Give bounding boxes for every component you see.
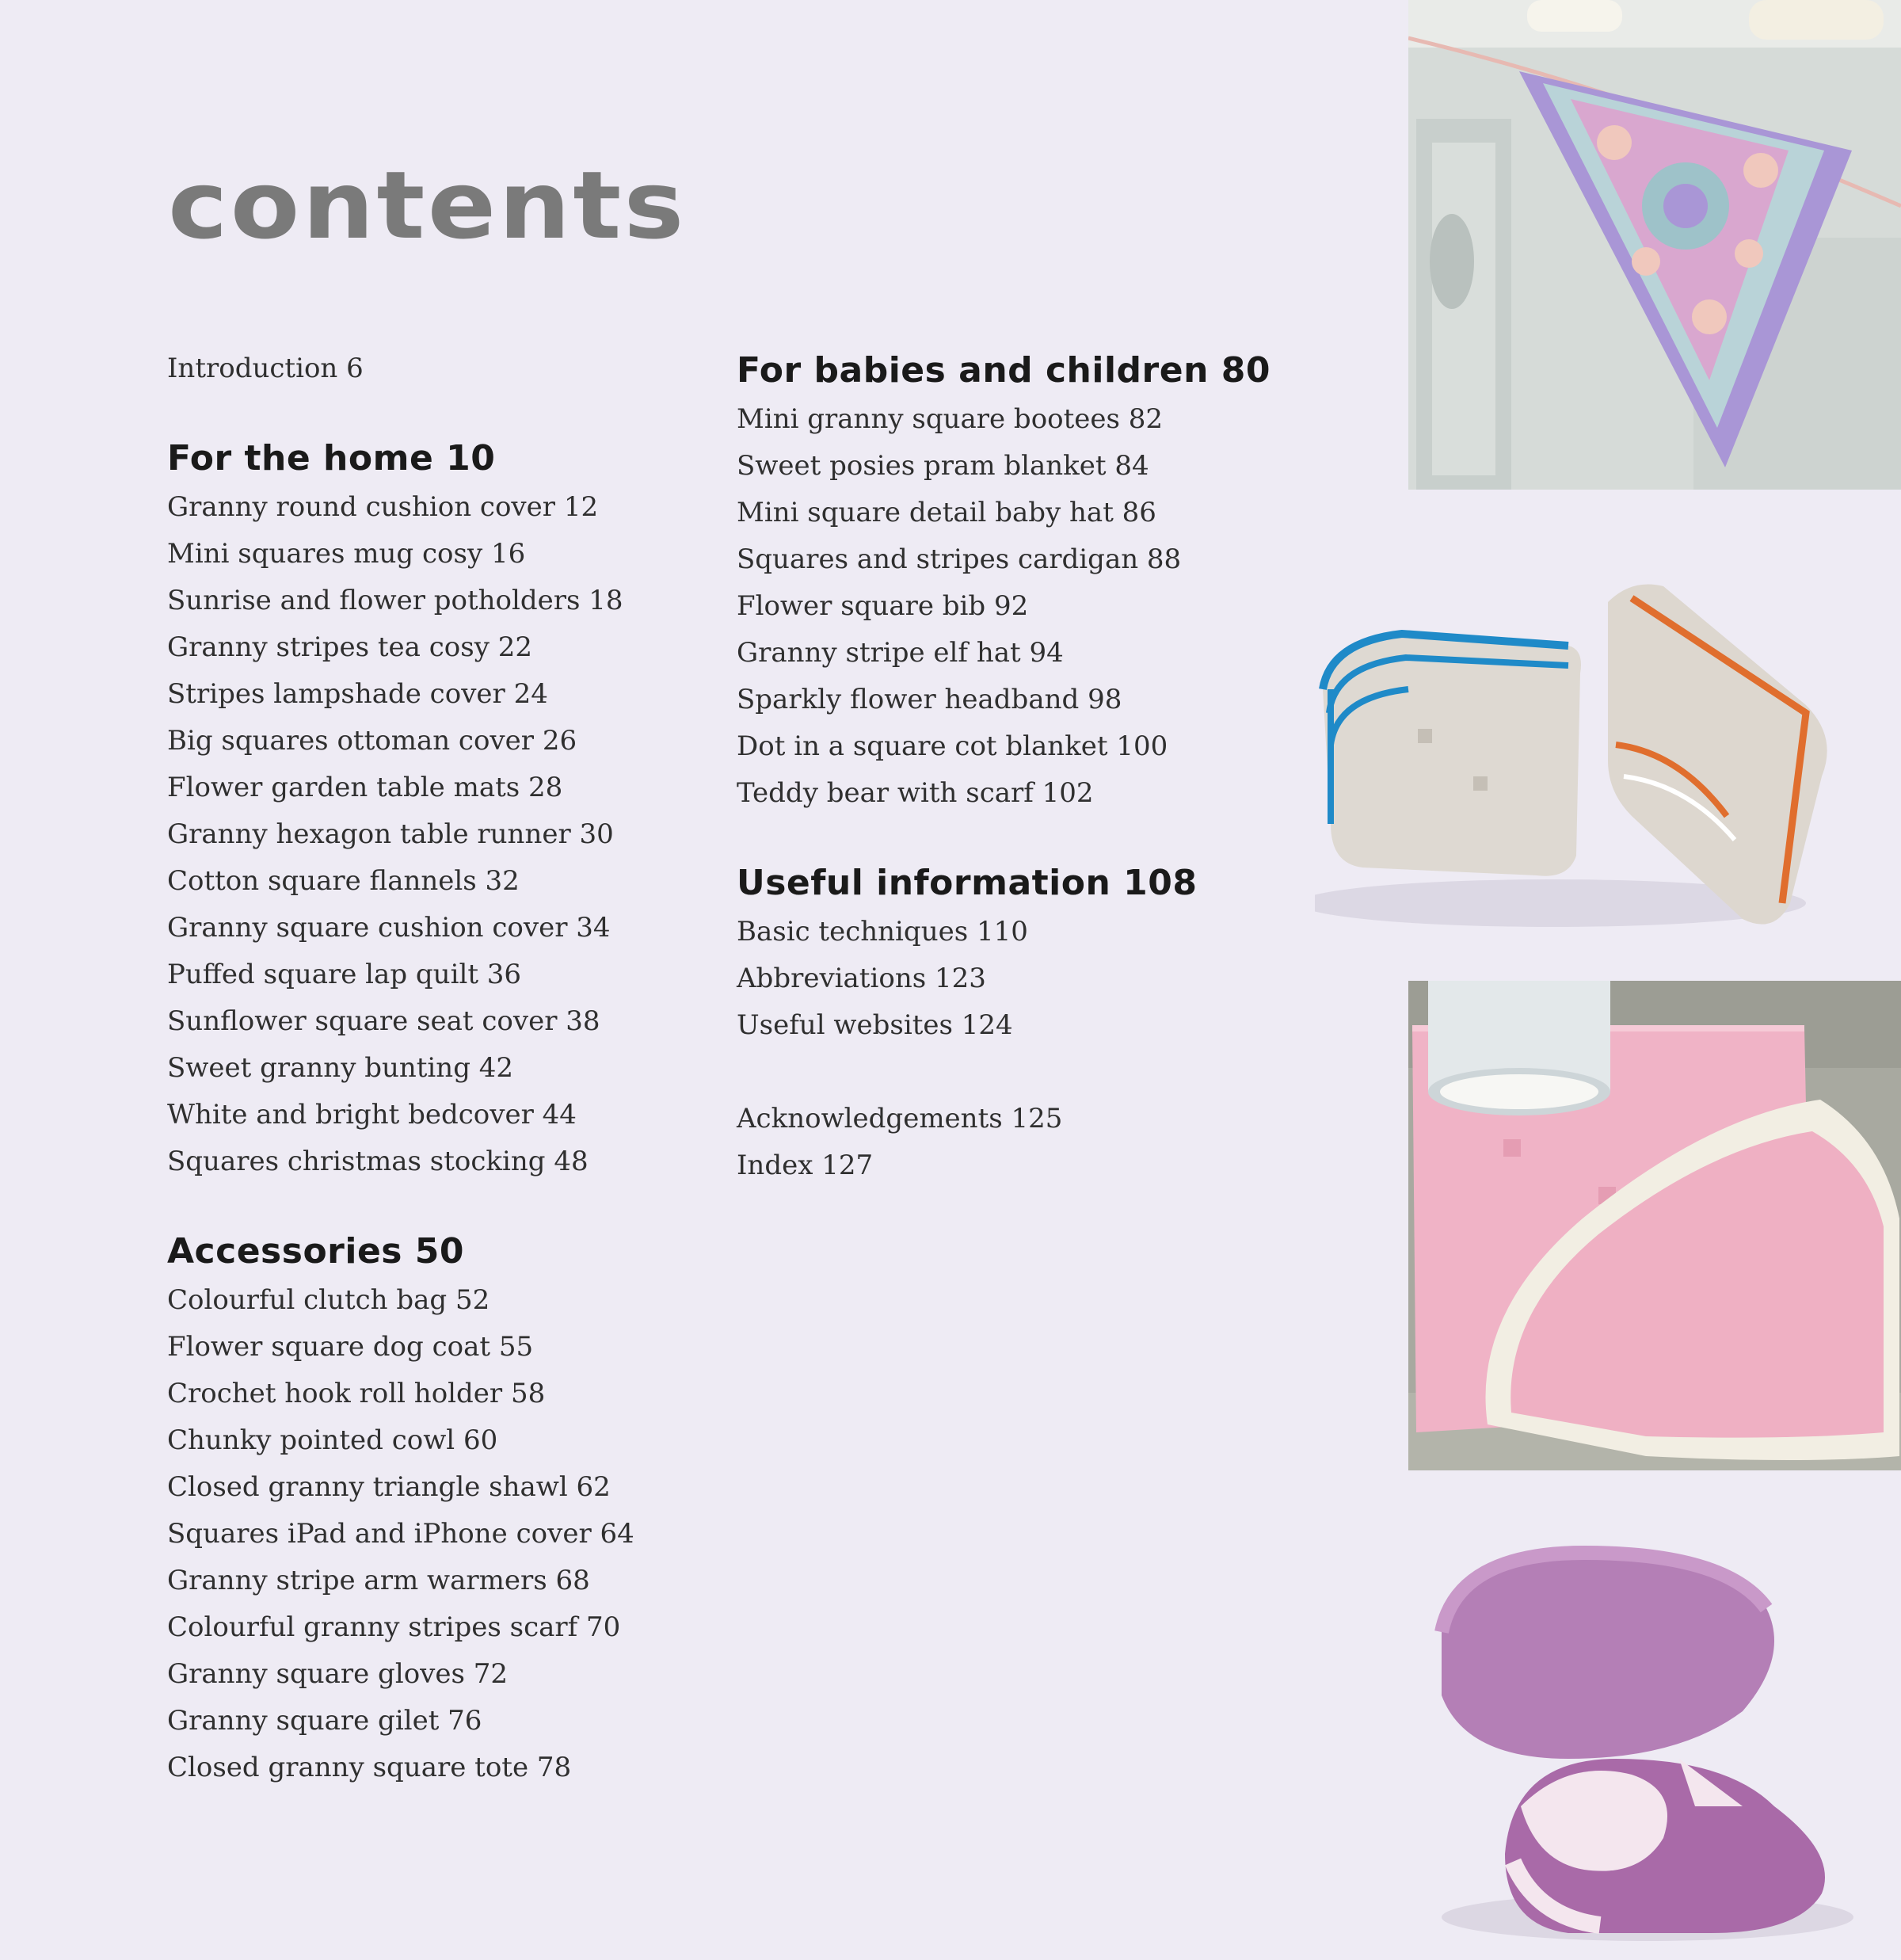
toc-entry[interactable]: Granny square cushion cover 34 <box>167 912 611 944</box>
toc-entry[interactable]: Dot in a square cot blanket 100 <box>737 730 1168 762</box>
toc-entry[interactable]: Mini squares mug cosy 16 <box>167 538 526 570</box>
toc-entry[interactable]: Squares christmas stocking 48 <box>167 1146 589 1177</box>
toc-entry[interactable]: Sweet granny bunting 42 <box>167 1052 514 1084</box>
flannels-photo <box>1315 555 1901 967</box>
toc-entry[interactable]: Chunky pointed cowl 60 <box>167 1424 498 1456</box>
toc-entry[interactable]: Flower square dog coat 55 <box>167 1331 534 1363</box>
toc-entry[interactable]: Useful websites 124 <box>737 1009 1013 1041</box>
toc-entry-index[interactable]: Index 127 <box>737 1150 874 1181</box>
toc-entry[interactable]: Granny square gilet 76 <box>167 1705 482 1737</box>
toc-entry[interactable]: Sweet posies pram blanket 84 <box>737 450 1149 482</box>
toc-entry[interactable]: Basic techniques 110 <box>737 916 1028 948</box>
section-heading-useful[interactable]: Useful information 108 <box>737 863 1198 903</box>
toc-entry[interactable]: Granny round cushion cover 12 <box>167 491 599 523</box>
contents-column-left <box>167 345 769 1791</box>
toc-entry[interactable]: Granny hexagon table runner 30 <box>167 818 614 850</box>
section-heading-babies[interactable]: For babies and children 80 <box>737 350 1271 391</box>
toc-entry[interactable]: Squares iPad and iPhone cover 64 <box>167 1518 634 1550</box>
toc-entry-acknowledgements[interactable]: Acknowledgements 125 <box>737 1103 1063 1134</box>
toc-entry[interactable]: White and bright bedcover 44 <box>167 1099 577 1131</box>
toc-entry[interactable]: Colourful granny stripes scarf 70 <box>167 1611 621 1643</box>
toc-entry[interactable]: Colourful clutch bag 52 <box>167 1284 490 1316</box>
toc-entry[interactable]: Closed granny square tote 78 <box>167 1752 572 1783</box>
contents-column-right <box>737 345 1339 1189</box>
toc-entry[interactable]: Granny square gloves 72 <box>167 1658 509 1690</box>
toc-entry[interactable]: Granny stripe arm warmers 68 <box>167 1565 590 1596</box>
section-list-accessories <box>167 1277 769 1791</box>
toc-entry[interactable]: Flower garden table mats 28 <box>167 772 563 803</box>
toc-entry[interactable]: Abbreviations 123 <box>737 963 986 994</box>
toc-entry[interactable]: Granny stripes tea cosy 22 <box>167 631 532 663</box>
section-heading-accessories[interactable]: Accessories 50 <box>167 1231 465 1272</box>
toc-entry[interactable]: Puffed square lap quilt 36 <box>167 959 522 990</box>
bootees-photo <box>1394 1521 1901 1960</box>
section-list-home <box>167 484 769 1185</box>
section-list-useful <box>737 909 1339 1049</box>
table-mats-photo <box>1408 981 1901 1470</box>
toc-entry[interactable]: Granny stripe elf hat 94 <box>737 637 1064 669</box>
section-heading-home[interactable]: For the home 10 <box>167 438 496 479</box>
toc-entry[interactable]: Sunflower square seat cover 38 <box>167 1005 600 1037</box>
toc-entry[interactable]: Teddy bear with scarf 102 <box>737 777 1094 809</box>
toc-entry[interactable]: Mini granny square bootees 82 <box>737 403 1164 435</box>
toc-entry[interactable]: Sunrise and flower potholders 18 <box>167 585 623 616</box>
toc-entry[interactable]: Flower square bib 92 <box>737 590 1029 622</box>
toc-entry[interactable]: Closed granny triangle shawl 62 <box>167 1471 611 1503</box>
bunting-photo <box>1408 0 1901 490</box>
toc-entry[interactable]: Squares and stripes cardigan 88 <box>737 543 1182 575</box>
toc-entry[interactable]: Mini square detail baby hat 86 <box>737 497 1156 528</box>
toc-entry[interactable]: Stripes lampshade cover 24 <box>167 678 548 710</box>
toc-entry-introduction[interactable]: Introduction 6 <box>167 353 364 384</box>
toc-entry[interactable]: Crochet hook roll holder 58 <box>167 1378 546 1409</box>
section-list-babies <box>737 396 1339 817</box>
toc-entry[interactable]: Cotton square flannels 32 <box>167 865 520 897</box>
page-title: contents <box>168 151 687 260</box>
toc-entry[interactable]: Big squares ottoman cover 26 <box>167 725 577 757</box>
toc-entry[interactable]: Sparkly flower headband 98 <box>737 684 1122 715</box>
